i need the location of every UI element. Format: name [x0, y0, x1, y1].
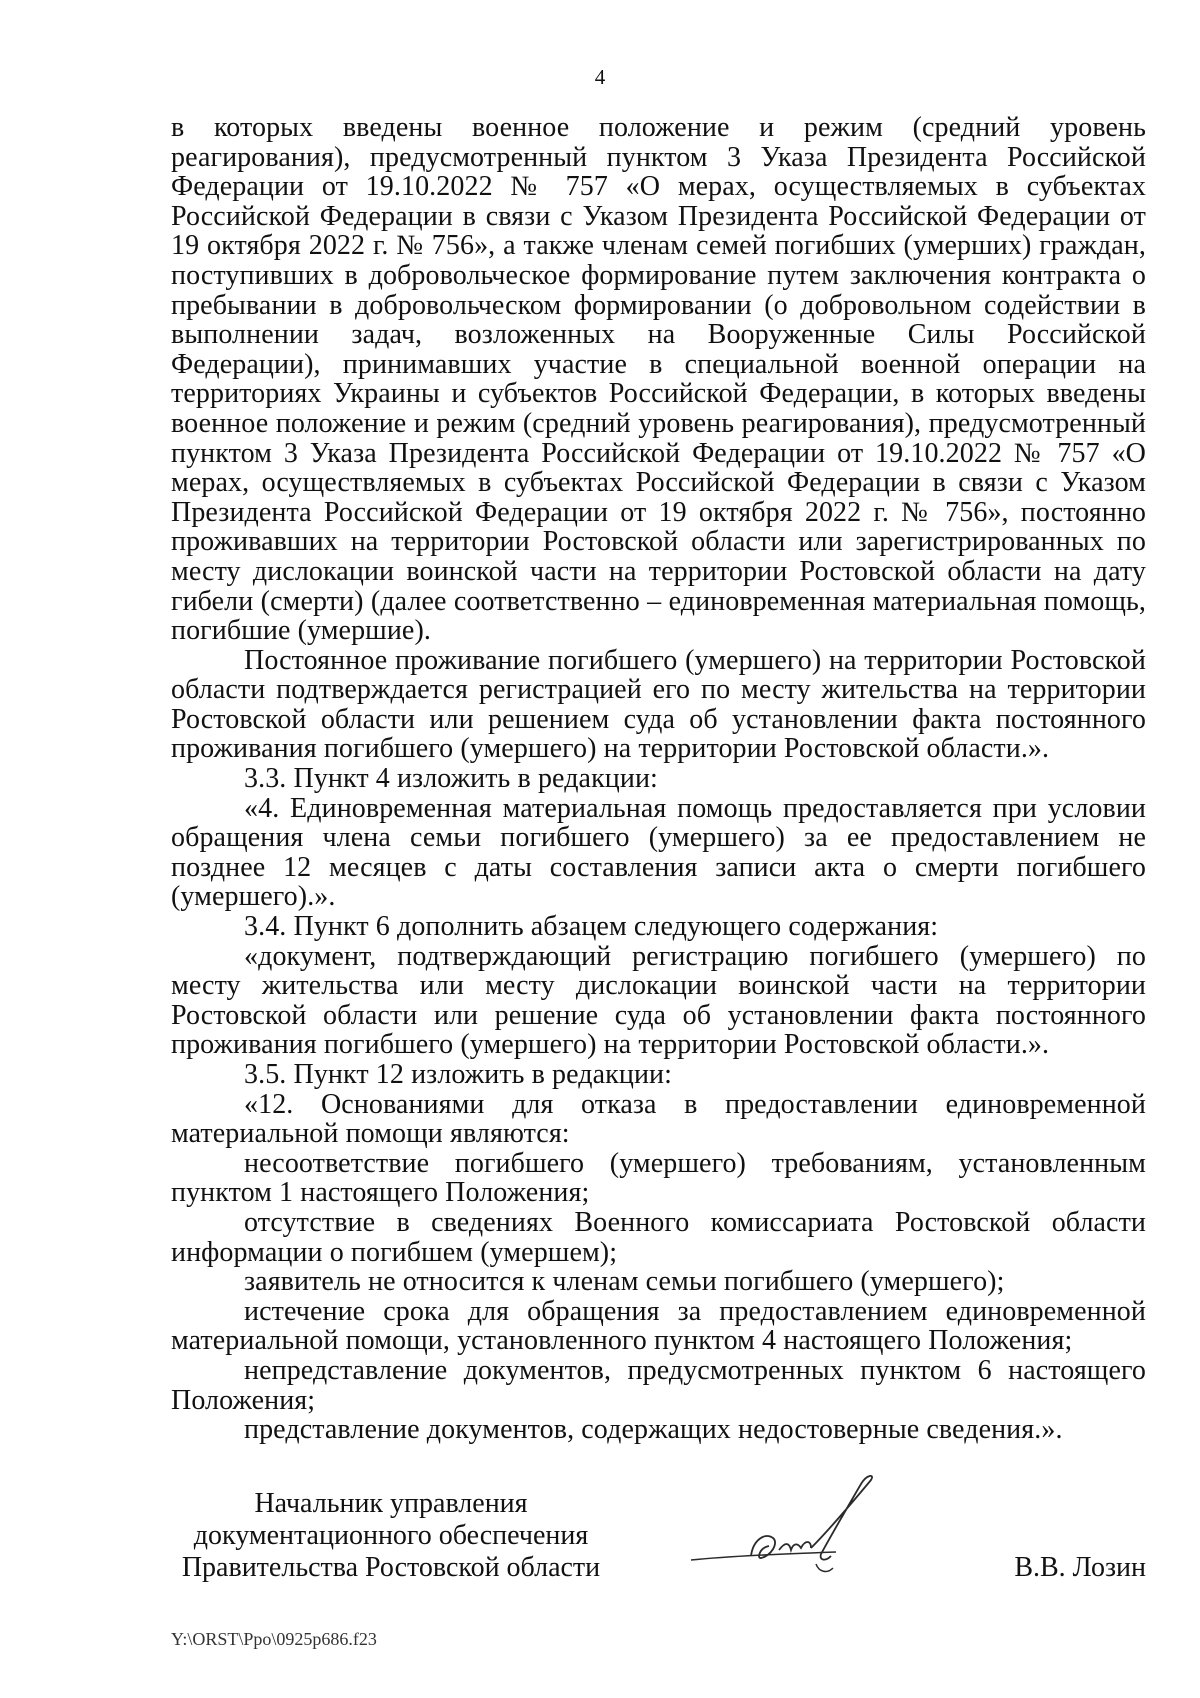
paragraph-refusal-reason-5: непредставление документов, предусмотренных пунктом 6 настоящего Положения;: [171, 1354, 1146, 1416]
document-body: [171, 113, 1146, 1445]
paragraph-continuation: в которых введены военное положение и режим (средний уровень реагирования), предусмотренный пунктом 3 Указа Президента Российской Федерации от 19.10.2022 № 757 «О мерах, осуществляемых в субъектах Российской Федерации в связи с Указом Президента Российской Федерации от 19 октября 2022 г. № 756», а также членам семей погибших (умерших) граждан, поступивших в добровольческое формирование путем заключения контракта о пребывании в добровольческом формировании (о добровольном содействии в выполнении задач, возложенных на Вооруженные Силы Российской Федерации), принимавших участие в специальной военной операции на территориях Украины и субъектов Российской Федерации, в которых введены военное положение и режим (средний уровень реагирования), предусмотренный пунктом 3 Указа Президента Российской Федерации от 19.10.2022 № 757 «О мерах, осуществляемых в субъектах Российской Федерации в связи с Указом Президента Российской Федерации от 19 октября 2022 г. № 756», постоянно проживавших на территории Ростовской области или зарегистрированных по месту дислокации воинской части на территории Ростовской области на дату гибели (смерти) (далее соответственно – единовременная материальная помощь, погибшие (умершие).: [171, 112, 1146, 647]
paragraph-refusal-reason-2: отсутствие в сведениях Военного комиссариата Ростовской области информации о погибшем (умершем);: [171, 1206, 1146, 1268]
signature-block: [171, 1488, 1146, 1598]
signatory-position-line-3: Правительства Ростовской области: [181, 1552, 601, 1583]
paragraph-document-clause: «документ, подтверждающий регистрацию погибшего (умершего) по месту жительства или месту дислокации воинской части на территории Ростовской области или решение суда об установлении факта постоянного проживания погибшего (умершего) на территории Ростовской области.».: [171, 940, 1146, 1061]
paragraph-item-3-3: 3.3. Пункт 4 изложить в редакции:: [244, 763, 658, 795]
signatory-name: В.В. Лозин: [1014, 1552, 1146, 1583]
signatory-position-line-2: документационного обеспечения: [193, 1520, 589, 1551]
paragraph-refusal-reason-6: представление документов, содержащих недостоверные сведения.».: [244, 1414, 1063, 1446]
page-number: 4: [594, 65, 606, 89]
paragraph-point-4: «4. Единовременная материальная помощь предоставляется при условии обращения члена семьи погибшего (умершего) за ее предоставлением не позднее 12 месяцев с даты составления записи акта о смерти погибшего (умершего).».: [171, 792, 1146, 913]
paragraph-residence: Постоянное проживание погибшего (умершего) на территории Ростовской области подтверждается регистрацией его по месту жительства на территории Ростовской области или решением суда об установлении факта постоянного проживания погибшего (умершего) на территории Ростовской области.».: [171, 644, 1146, 765]
file-path-footer: Y:\ORST\Ppo\0925p686.f23: [171, 1629, 377, 1649]
paragraph-refusal-reason-1: несоответствие погибшего (умершего) требованиям, установленным пунктом 1 настоящего Положения;: [171, 1147, 1146, 1209]
paragraph-item-3-4: 3.4. Пункт 6 дополнить абзацем следующего содержания:: [244, 911, 939, 943]
signatory-position-line-1: Начальник управления: [254, 1488, 528, 1519]
paragraph-item-3-5: 3.5. Пункт 12 изложить в редакции:: [244, 1059, 673, 1090]
signatory-position: [171, 1488, 611, 1584]
paragraph-refusal-reason-3: заявитель не относится к членам семьи погибшего (умершего);: [244, 1266, 1005, 1298]
paragraph-refusal-reason-4: истечение срока для обращения за предоставлением единовременной материальной помощи, установленного пунктом 4 настоящего Положения;: [171, 1295, 1146, 1357]
paragraph-point-12: «12. Основаниями для отказа в предоставлении единовременной материальной помощи являются:: [171, 1088, 1146, 1150]
handwritten-signature-icon: [661, 1468, 891, 1580]
